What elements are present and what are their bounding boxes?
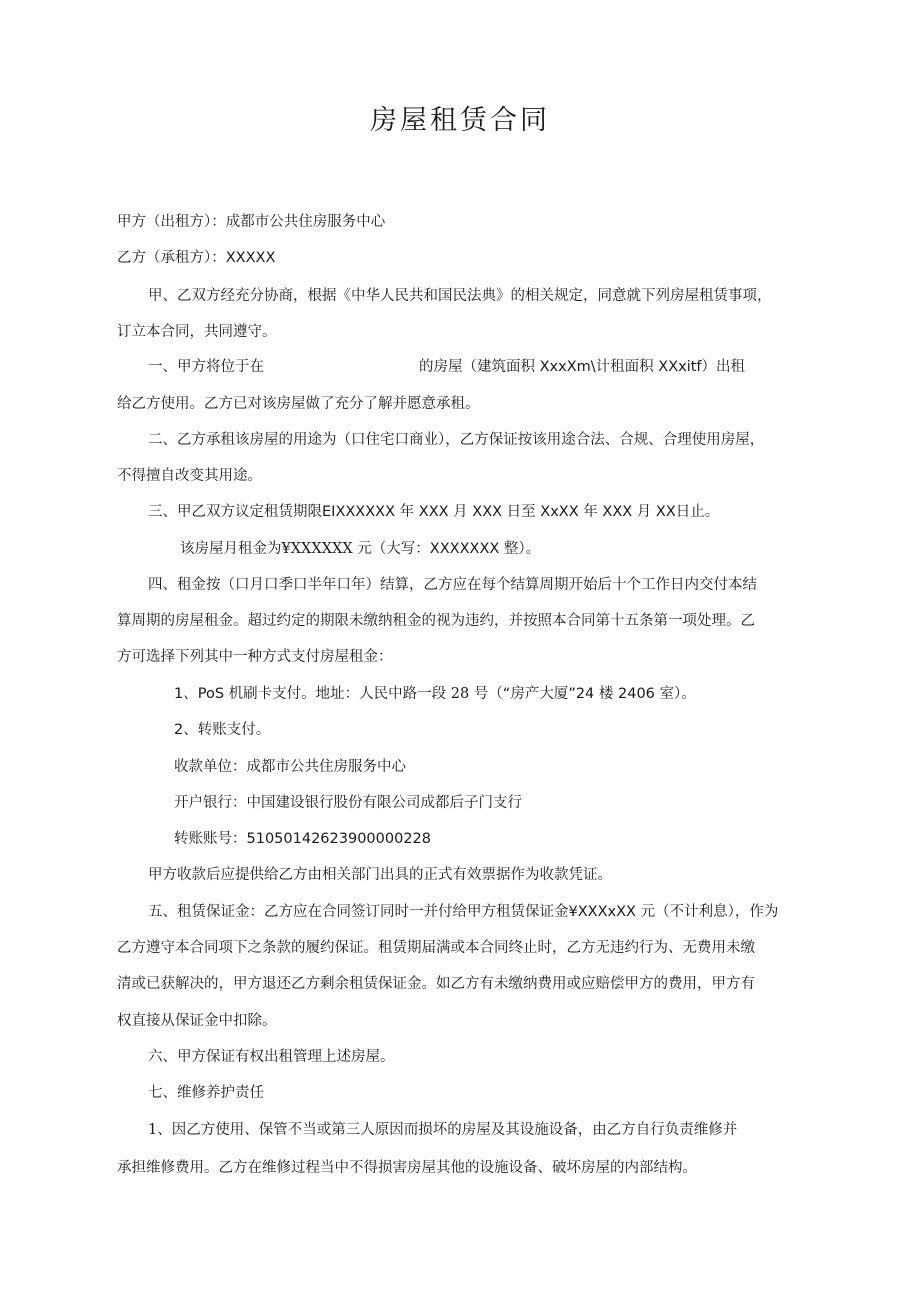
clause-7-1-line-1: 1、因乙方使用、保管不当或第三人原因而损坏的房屋及其设施设备，由乙方自行负责维修并	[148, 1122, 738, 1138]
payment-option-1-room: （“房产大厦”24 楼 2406 室）。	[488, 686, 696, 702]
clause-1-part-a: 一、甲方将位于在	[148, 359, 264, 375]
payee-line	[174, 757, 874, 777]
payee-value: 成都市公共住房服务中心	[246, 759, 406, 775]
clause-5-line-4: 权直接从保证金中扣除。	[117, 1013, 277, 1029]
account-line	[174, 829, 874, 849]
party-b-label: 乙方（承租方）：	[117, 250, 226, 266]
clause-3-line	[148, 502, 848, 522]
payee-label: 收款单位：	[174, 759, 247, 775]
clause-5-part-a: 五、租赁保证金：乙方应在合同签订同时一并付给甲方租赁	[148, 904, 525, 920]
party-a-name: 成都市公共住房服务中心	[225, 214, 386, 230]
document-title: 房屋租赁合同	[370, 105, 550, 137]
account-value: 51050142623900000228	[246, 831, 432, 847]
intro-line-2: 订立本合同，共同遵守。	[117, 324, 277, 340]
clause-1-line-2: 给乙方使用。乙方已对该房屋做了充分了解并愿意承租。	[117, 396, 480, 412]
payment-option-2: 2、转账支付。	[174, 722, 271, 738]
intro-line-1: 甲、乙双方经充分协商，根据《中华人民共和国民法典》的相关规定，同意就下列房屋租赁事项，	[148, 288, 772, 304]
clause-7-heading: 七、维修养护责任	[148, 1085, 264, 1101]
payment-option-1-address: 地址：人民中路一段 28 号	[315, 686, 489, 702]
clause-2-line-2: 不得擅自改变其用途。	[117, 468, 262, 484]
clause-5-deposit: 保证金¥XXXxXX 元	[525, 904, 656, 920]
rent-line	[180, 539, 880, 559]
party-b-name: XXXXX	[225, 250, 276, 266]
bank-line	[174, 793, 874, 813]
clause-6-line: 六、甲方保证有权出租管理上述房屋。	[148, 1049, 395, 1065]
party-a-label: 甲方（出租方）：	[117, 214, 226, 230]
clause-1-line-1	[148, 357, 848, 377]
payment-option-1	[174, 684, 874, 704]
receipt-line: 甲方收款后应提供给乙方由相关部门出具的正式有效票据作为收款凭证。	[148, 867, 612, 883]
account-label: 转账账号：	[174, 831, 247, 847]
clause-4-line-1: 四、租金按（口月口季口半年口年）结算，乙方应在每个结算周期开始后十个工作日内交付本结	[148, 577, 757, 593]
bank-value: 中国建设银行股份有限公司成都后子门支行	[246, 795, 522, 811]
rent-part-b: XXXXXXX 整）。	[429, 541, 541, 557]
clause-7-1-line-2: 承担维修费用。乙方在维修过程当中不得损害房屋其他的设施设备、破坏房屋的内部结构。	[117, 1160, 697, 1176]
party-b-line	[117, 248, 817, 268]
clause-1-part-d: 出租	[716, 359, 746, 375]
clause-1-part-b: 的房屋	[419, 359, 463, 375]
clause-3-part-a: 三、甲乙双方议定租赁期限	[148, 504, 322, 520]
clause-5-part-c: （不计利息），作为	[655, 904, 779, 920]
clause-5-line-2: 乙方遵守本合同项下之条款的履约保证。租赁期届满或本合同终止时，乙方无违约行为、无费用未缴	[117, 940, 755, 956]
payment-option-1-label: 1、PoS 机刷卡支付。	[174, 686, 316, 702]
rent-part-a: 该房屋月租金为¥XXXXXX 元（大写：	[180, 541, 430, 557]
clause-2-line-1: 二、乙方承租该房屋的用途为（口住宅口商业），乙方保证按该用途合法、合规、合理使用房屋，	[148, 432, 765, 448]
clause-3-part-c: 日止。	[675, 504, 720, 520]
clause-1-area: （建筑面积 XxxXm\计租面积 XXxitf）	[462, 359, 717, 375]
party-a-line	[117, 212, 817, 232]
bank-label: 开户银行：	[174, 795, 247, 811]
clause-3-term: EIXXXXXX 年 XXX 月 XXX 日至 XxXX 年 XXX 月 XX	[322, 504, 676, 520]
clause-4-line-3: 方可选择下列其中一种方式支付房屋租金：	[117, 649, 393, 665]
clause-4-line-2: 算周期的房屋租金。超过约定的期限未缴纳租金的视为违约，并按照本合同第十五条第一项处理。乙	[117, 613, 755, 629]
clause-5-line-3: 清或已获解决的，甲方退还乙方剩余租赁保证金。如乙方有未缴纳费用或应赔偿甲方的费用，甲方有	[117, 976, 755, 992]
clause-5-line-1	[148, 902, 848, 922]
